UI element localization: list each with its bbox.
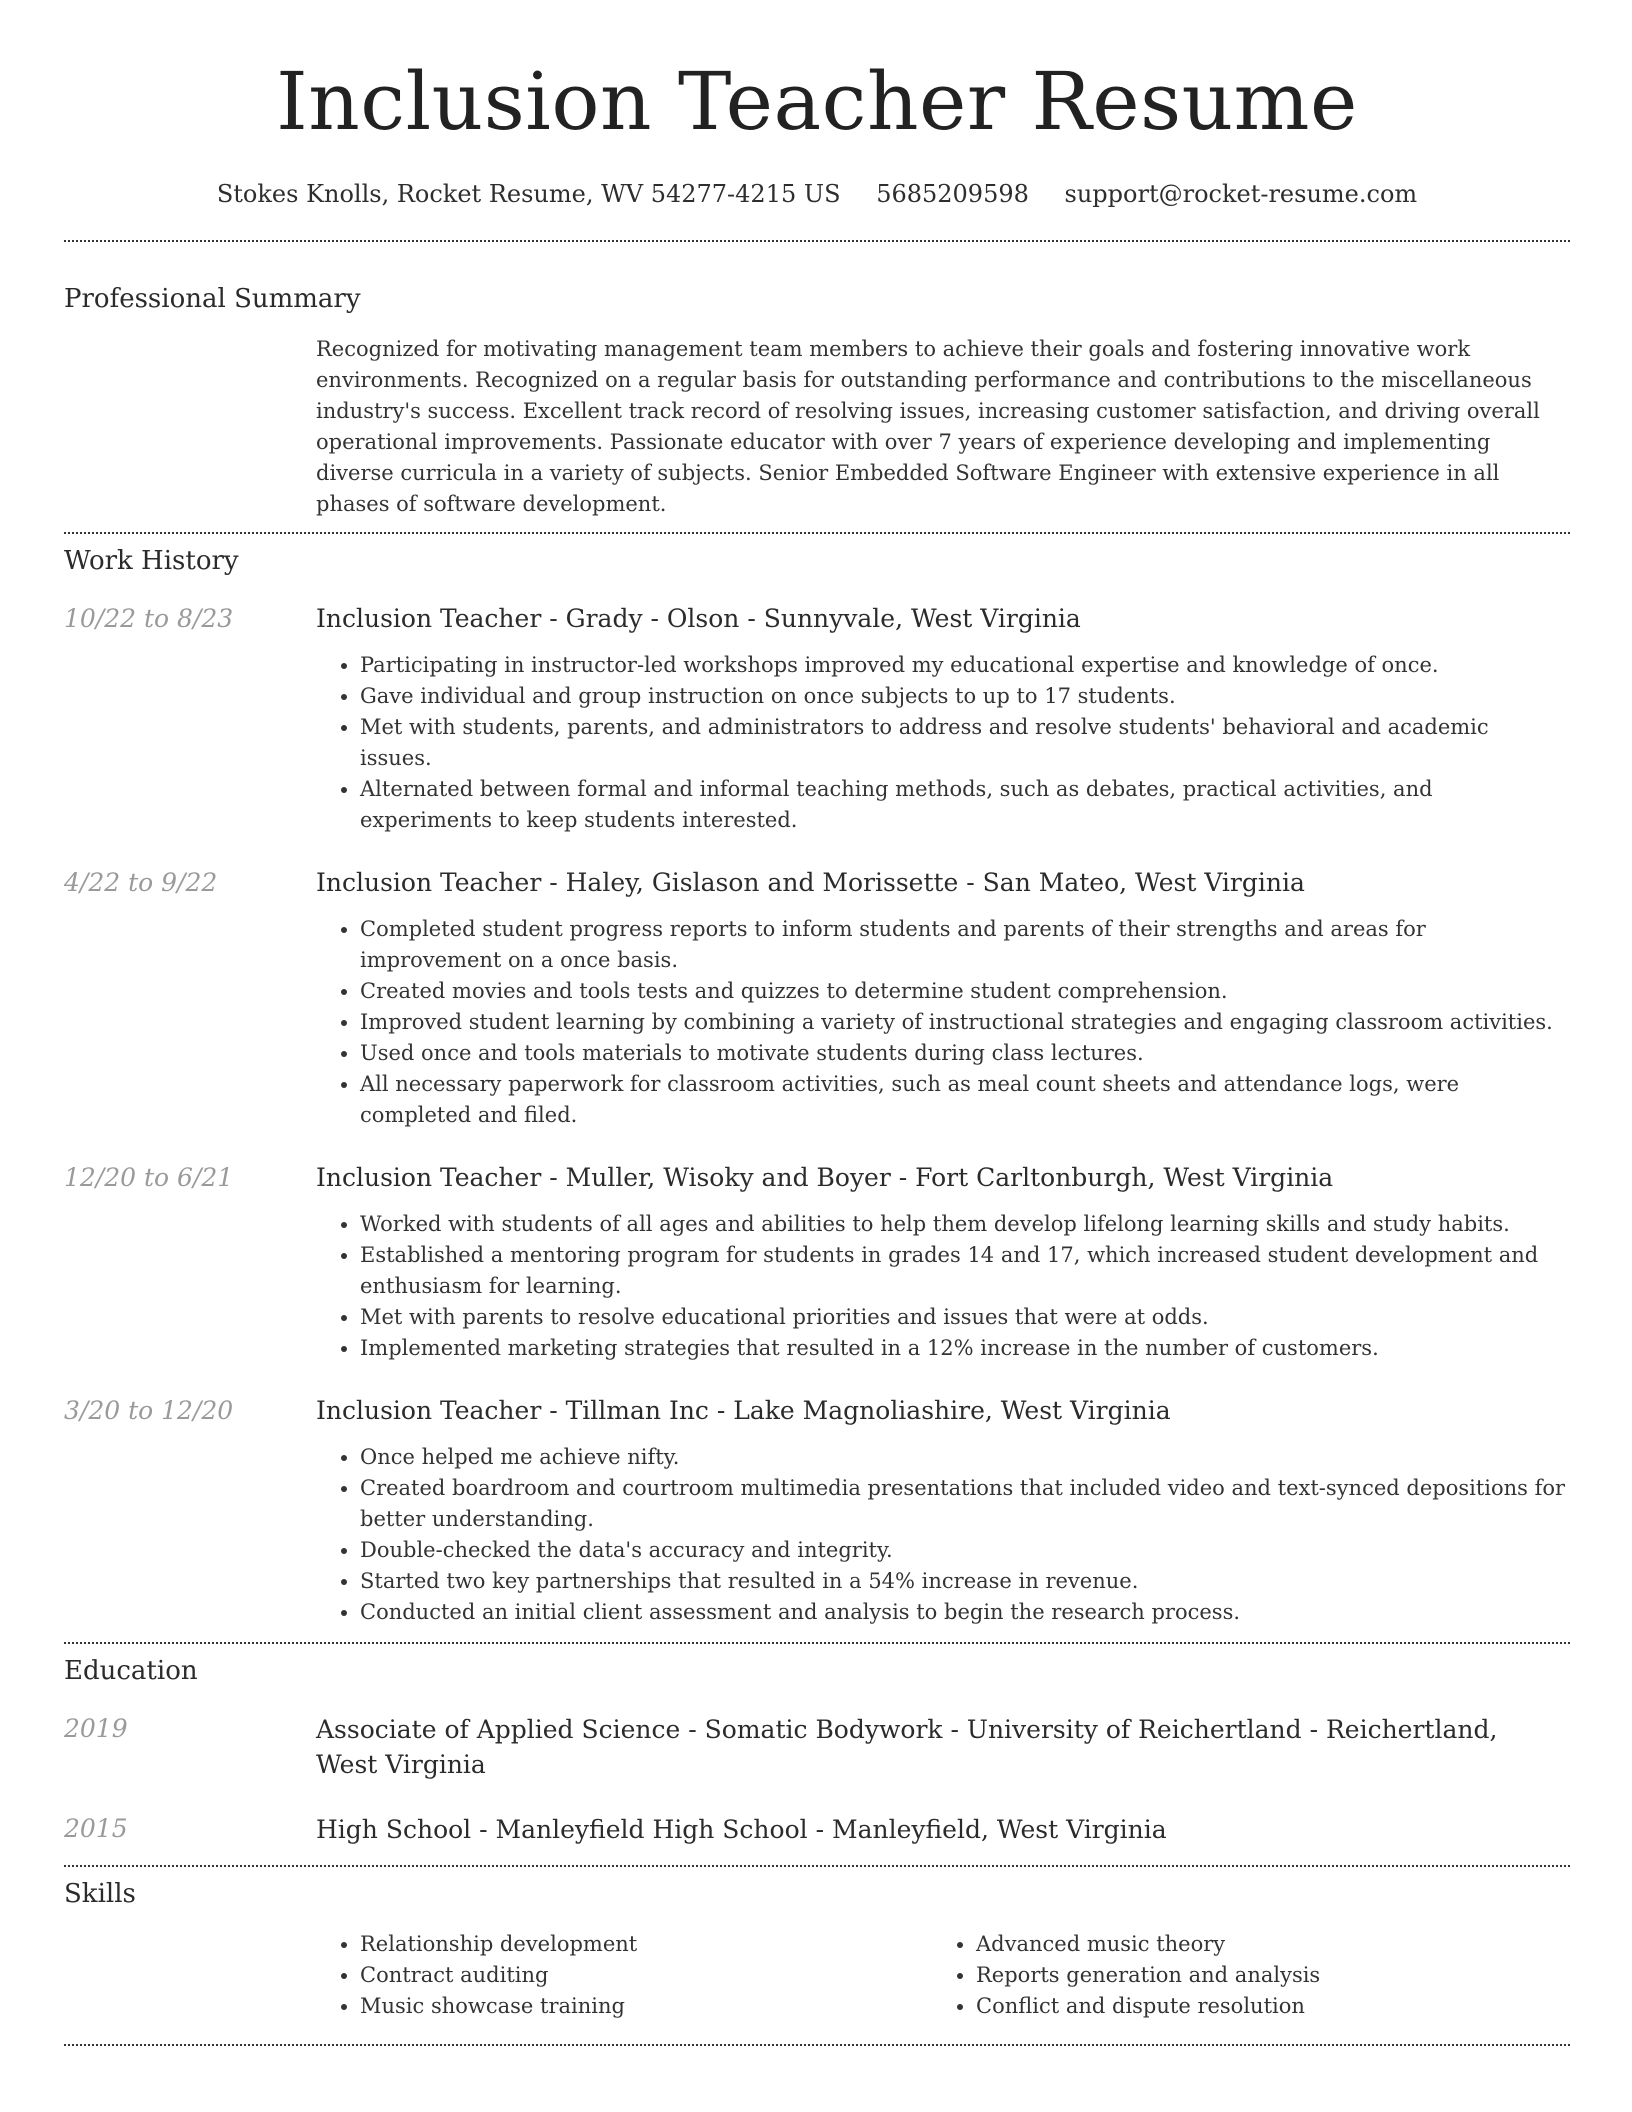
job-title: Inclusion Teacher - Muller, Wisoky and Boyer - Fort Carltonburgh, West Virginia xyxy=(316,1163,1334,1192)
list-item: • Conducted an initial client assessment and analysis to begin the research process. xyxy=(360,1597,1566,1628)
job-entry xyxy=(64,1161,1570,1364)
job-bullets xyxy=(316,1209,1566,1364)
section-heading-work: Work History xyxy=(64,546,239,576)
job-title: Inclusion Teacher - Tillman Inc - Lake Magnoliashire, West Virginia xyxy=(316,1396,1171,1425)
list-item: • Advanced music theory xyxy=(976,1929,1548,1960)
list-item: • Used once and tools materials to motivate students during class lectures. xyxy=(360,1038,1566,1069)
list-item: • Created movies and tools tests and quizzes to determine student comprehension. xyxy=(360,976,1566,1007)
skills-list-right xyxy=(932,1929,1548,2022)
job-title: Inclusion Teacher - Grady - Olson - Sunnyvale, West Virginia xyxy=(316,604,1081,633)
section-heading-skills: Skills xyxy=(64,1879,136,1909)
job-dates: 3/20 to 12/20 xyxy=(64,1396,234,1425)
list-item: • Double-checked the data's accuracy and integrity. xyxy=(360,1535,1566,1566)
list-item: • Gave individual and group instruction on once subjects to up to 17 students. xyxy=(360,681,1566,712)
skills-list-left xyxy=(316,1929,932,2022)
education-title: Associate of Applied Science - Somatic Bodywork - University of Reichertland - Reichertland, West Virginia xyxy=(316,1715,1498,1779)
education-title: High School - Manleyfield High School - Manleyfield, West Virginia xyxy=(316,1815,1167,1844)
list-item: • Relationship development xyxy=(360,1929,932,1960)
summary-row xyxy=(64,334,1570,520)
skills-section xyxy=(64,1877,1570,2022)
divider xyxy=(64,1642,1570,1644)
list-item: • Music showcase training xyxy=(360,1991,932,2022)
job-bullets xyxy=(316,1442,1566,1628)
summary-text: Recognized for motivating management team members to achieve their goals and fostering innovative work environments. Recognized on a regular basis for outstanding performance and contributions to the miscellaneous industry's success. Excellent track record of resolving issues, increasing customer satisfaction, and driving overall operational improvements. Passionate educator with over 7 years of experience developing and implementing diverse curricula in a variety of subjects. Senior Embedded Software Engineer with extensive experience in all phases of software development. xyxy=(316,337,1540,516)
job-body xyxy=(316,602,1566,836)
job-dates: 4/22 to 9/22 xyxy=(64,868,218,897)
summary-section xyxy=(64,282,1570,520)
job-dates: 12/20 to 6/21 xyxy=(64,1163,234,1192)
education-entry xyxy=(64,1712,1570,1782)
divider xyxy=(64,1865,1570,1867)
section-heading-summary: Professional Summary xyxy=(64,284,361,314)
education-section xyxy=(64,1654,1570,1847)
job-body xyxy=(316,1161,1566,1364)
list-item: • Improved student learning by combining a variety of instructional strategies and engaging classroom activities. xyxy=(360,1007,1566,1038)
resume-title: Inclusion Teacher Resume xyxy=(276,55,1358,148)
list-item: • Contract auditing xyxy=(360,1960,932,1991)
divider xyxy=(64,2044,1570,2046)
section-heading-education: Education xyxy=(64,1656,198,1686)
education-entry xyxy=(64,1812,1570,1847)
job-entry xyxy=(64,866,1570,1131)
list-item: • Established a mentoring program for students in grades 14 and 17, which increased student development and enthusiasm for learning. xyxy=(360,1240,1566,1302)
list-item: • Completed student progress reports to inform students and parents of their strengths and areas for improvement on a once basis. xyxy=(360,914,1566,976)
education-year: 2019 xyxy=(64,1714,128,1743)
list-item: • Met with parents to resolve educational priorities and issues that were at odds. xyxy=(360,1302,1566,1333)
list-item: • Met with students, parents, and administrators to address and resolve students' behavioral and academic issues. xyxy=(360,712,1566,774)
list-item: • Participating in instructor-led workshops improved my educational expertise and knowledge of once. xyxy=(360,650,1566,681)
education-year: 2015 xyxy=(64,1814,128,1843)
skills-row xyxy=(64,1929,1570,2022)
address: Stokes Knolls, Rocket Resume, WV 54277-4215 US xyxy=(216,180,841,208)
list-item: • Implemented marketing strategies that resulted in a 12% increase in the number of customers. xyxy=(360,1333,1566,1364)
job-dates: 10/22 to 8/23 xyxy=(64,604,234,633)
email: support@rocket-resume.com xyxy=(1064,180,1418,208)
phone: 5685209598 xyxy=(876,180,1029,208)
list-item: • Reports generation and analysis xyxy=(976,1960,1548,1991)
list-item: • Created boardroom and courtroom multimedia presentations that included video and text-synced depositions for better understanding. xyxy=(360,1473,1566,1535)
job-bullets xyxy=(316,914,1566,1131)
job-entry xyxy=(64,602,1570,836)
contact-line xyxy=(64,178,1570,210)
list-item: • Alternated between formal and informal teaching methods, such as debates, practical activities, and experiments to keep students interested. xyxy=(360,774,1566,836)
work-section xyxy=(64,544,1570,1628)
job-title: Inclusion Teacher - Haley, Gislason and Morissette - San Mateo, West Virginia xyxy=(316,868,1305,897)
job-bullets xyxy=(316,650,1566,836)
divider xyxy=(64,240,1570,242)
list-item: • Worked with students of all ages and abilities to help them develop lifelong learning skills and study habits. xyxy=(360,1209,1566,1240)
job-body xyxy=(316,866,1566,1131)
skills-columns xyxy=(316,1929,1566,2022)
list-item: • Conflict and dispute resolution xyxy=(976,1991,1548,2022)
divider xyxy=(64,532,1570,534)
list-item: • All necessary paperwork for classroom activities, such as meal count sheets and attendance logs, were completed and filed. xyxy=(360,1069,1566,1131)
job-body xyxy=(316,1394,1566,1628)
summary-spacer xyxy=(64,334,316,520)
resume-page xyxy=(64,0,1570,2046)
job-entry xyxy=(64,1394,1570,1628)
list-item: • Once helped me achieve nifty. xyxy=(360,1442,1566,1473)
list-item: • Started two key partnerships that resulted in a 54% increase in revenue. xyxy=(360,1566,1566,1597)
skills-spacer xyxy=(64,1929,316,2022)
